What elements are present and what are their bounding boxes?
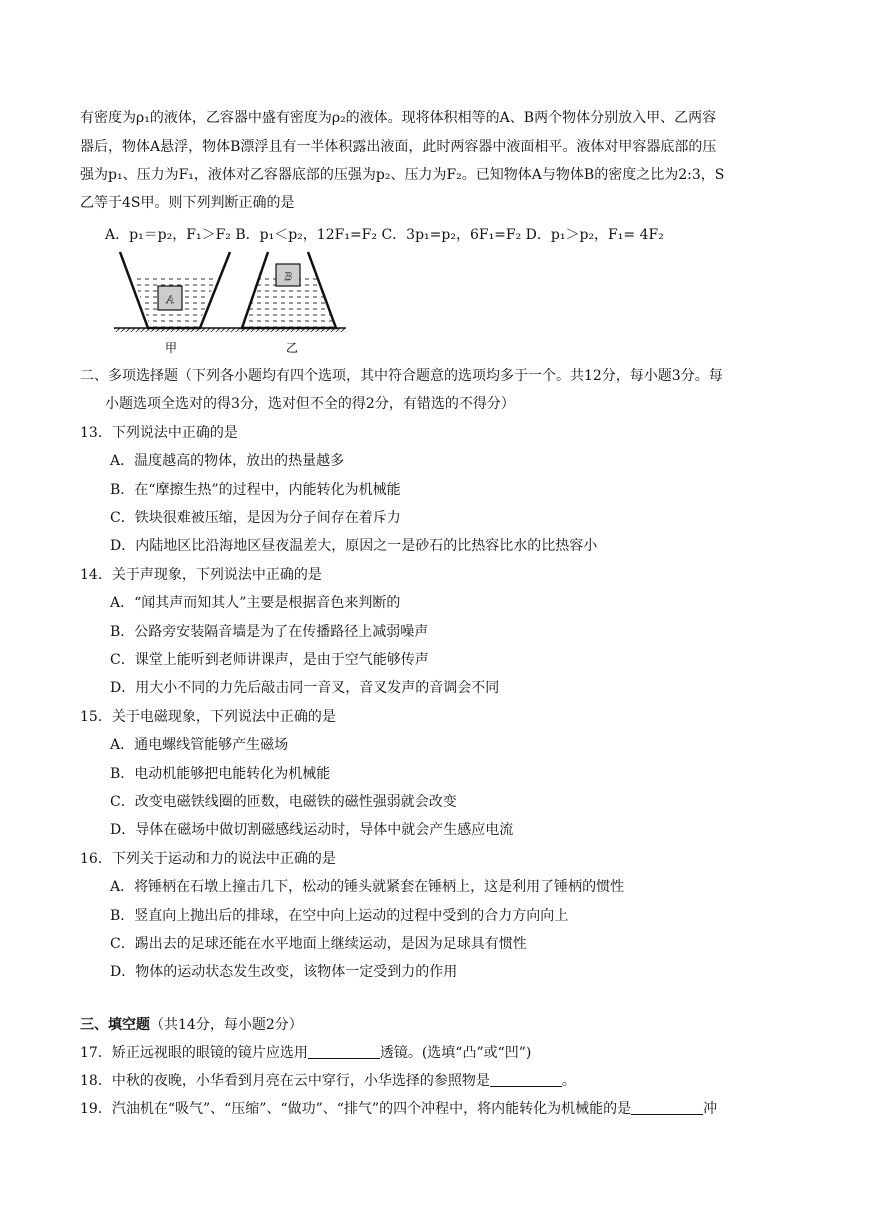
section3-title: 三、填空题 — [80, 1017, 150, 1033]
block-a-label: A — [166, 292, 174, 306]
q14-option-a: A．“闻其声而知其人”主要是根据音色来判断的 — [110, 595, 401, 611]
q13-option-b: B．在“摩擦生热”的过程中，内能转化为机械能 — [110, 482, 401, 498]
q19-text-b: 冲 — [703, 1101, 718, 1117]
q17-text-a: 17．矫正远视眼的眼镜的镜片应选用 — [80, 1045, 308, 1061]
container-jia — [120, 252, 230, 328]
q18-text-b: 。 — [561, 1073, 576, 1089]
q15-option-d: D．导体在磁场中做切割磁感线运动时，导体中就会产生感应电流 — [110, 822, 514, 838]
q13-option-c: C．铁块很难被压缩，是因为分子间存在着斥力 — [110, 510, 401, 526]
containers-figure — [112, 246, 352, 358]
block-b-label: B — [284, 269, 292, 283]
q17-text-b: 透镜。(选填“凸”或“凹”) — [379, 1045, 532, 1061]
q18-blank — [490, 1072, 562, 1087]
q14-option-c: C．课堂上能听到老师讲课声，是由于空气能够传声 — [110, 652, 429, 668]
q12-line-3: 强为p₁、压力为F₁，液体对乙容器底部的压强为p₂、压力为F₂。已知物体A与物体B的密度之比为2:3，S — [80, 167, 725, 183]
q12-line-2: 器后，物体A悬浮，物体B漂浮且有一半体积露出液面，此时两容器中液面相平。液体对甲容器底部的压 — [80, 139, 717, 155]
q14-option-d: D．用大小不同的力先后敲击同一音叉，音叉发声的音调会不同 — [110, 680, 500, 696]
q19-blank — [631, 1100, 703, 1115]
q12-line-4: 乙等于4S甲。则下列判断正确的是 — [80, 195, 295, 211]
q15-stem: 15．关于电磁现象，下列说法中正确的是 — [80, 709, 336, 725]
section2-line-2: 小题选项全选对的得3分，选对但不全的得2分，有错选的不得分） — [105, 396, 515, 412]
q19-text-a: 19．汽油机在“吸气”、“压缩”、“做功”、“排气”的四个冲程中，将内能转化为机械能的是 — [80, 1101, 632, 1117]
q13-stem: 13．下列说法中正确的是 — [80, 425, 238, 441]
q14-option-b: B．公路旁安装隔音墙是为了在传播路径上减弱噪声 — [110, 624, 429, 640]
q16-option-b: B．竖直向上抛出后的排球，在空中向上运动的过程中受到的合力方向向上 — [110, 908, 569, 924]
label-jia: 甲 — [165, 341, 178, 355]
q18-text-a: 18．中秋的夜晚，小华看到月亮在云中穿行，小华选择的参照物是 — [80, 1073, 490, 1089]
q16-option-a: A．将锤柄在石墩上撞击几下，松动的锤头就紧套在锤柄上，这是利用了锤柄的惯性 — [110, 879, 625, 895]
label-yi: 乙 — [286, 341, 299, 355]
q16-option-c: C．踢出去的足球还能在水平地面上继续运动，是因为足球具有惯性 — [110, 936, 527, 952]
q13-option-a: A．温度越高的物体，放出的热量越多 — [110, 453, 345, 469]
q15-option-a: A．通电螺线管能够产生磁场 — [110, 737, 289, 753]
q16-stem: 16．下列关于运动和力的说法中正确的是 — [80, 851, 336, 867]
section3-heading — [80, 1015, 303, 1035]
section2-line-1: 二、多项选择题（下列各小题均有四个选项，其中符合题意的选项均多于一个。共12分，每小题3分。每 — [80, 368, 723, 384]
container-yi — [242, 252, 336, 328]
q17 — [80, 1043, 531, 1063]
q15-option-b: B．电动机能够把电能转化为机械能 — [110, 766, 331, 782]
q13-option-d: D．内陆地区比沿海地区昼夜温差大，原因之一是砂石的比热容比水的比热容小 — [110, 538, 598, 554]
q19 — [80, 1099, 717, 1119]
q16-option-d: D．物体的运动状态发生改变，该物体一定受到力的作用 — [110, 964, 458, 980]
q14-stem: 14．关于声现象，下列说法中正确的是 — [80, 567, 322, 583]
section3-note: （共14分，每小题2分） — [150, 1017, 303, 1033]
q12-options: A．p₁＝p₂，F₁＞F₂ B．p₁＜p₂，12F₁=F₂ C．3p₁=p₂，6F₁=F₂ D．p₁＞p₂，F₁= 4F₂ — [105, 227, 664, 243]
q15-option-c: C．改变电磁铁线圈的匝数，电磁铁的磁性强弱就会改变 — [110, 794, 457, 810]
q17-blank — [308, 1044, 380, 1059]
q12-line-1: 有密度为ρ₁的液体，乙容器中盛有密度为ρ₂的液体。现将体积相等的A、B两个物体分别放入甲、乙两容 — [80, 110, 717, 126]
q18 — [80, 1071, 576, 1091]
